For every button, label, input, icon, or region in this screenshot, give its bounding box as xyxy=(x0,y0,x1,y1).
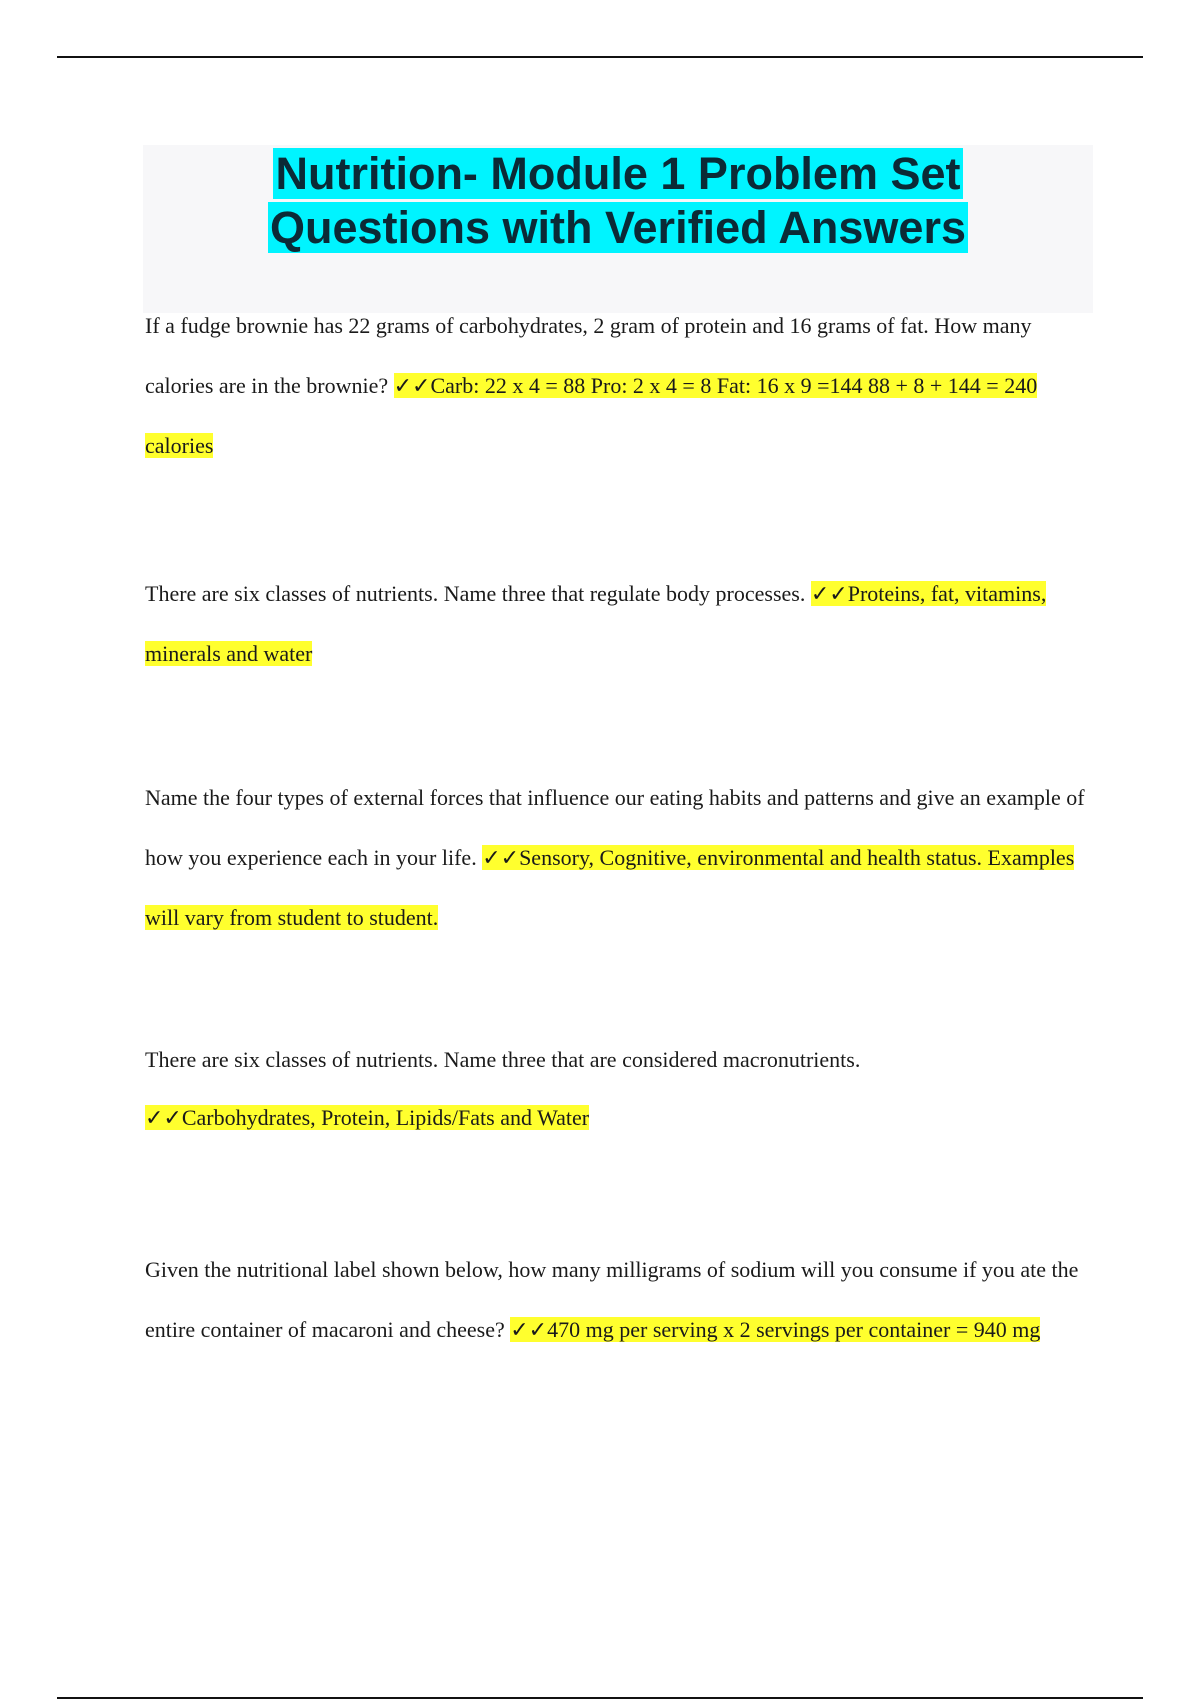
qa-item-5 xyxy=(145,1240,1085,1360)
answer-text: ✓✓Carbohydrates, Protein, Lipids/Fats and Water xyxy=(145,1105,590,1130)
question-text: There are six classes of nutrients. Name three that are considered macronutrients. xyxy=(145,1047,861,1072)
qa-item-4 xyxy=(145,1031,1085,1147)
question-text: There are six classes of nutrients. Name three that regulate body processes. xyxy=(145,581,811,606)
top-rule xyxy=(57,56,1143,58)
qa-item-2 xyxy=(145,564,1085,684)
document-title xyxy=(143,147,1093,255)
title-line-2: Questions with Verified Answers xyxy=(269,202,966,253)
qa-item-3 xyxy=(145,768,1085,948)
answer-text: ✓✓Proteins, fat, vitamins, minerals and water xyxy=(145,581,1047,666)
question-text: Given the nutritional label shown below, how many milligrams of sodium will you consume if you ate the entire container of macaroni and cheese? xyxy=(145,1257,1079,1342)
title-block xyxy=(143,145,1093,313)
answer-text: ✓✓470 mg per serving x 2 servings per container = 940 mg xyxy=(510,1317,1041,1342)
bottom-rule xyxy=(57,1697,1143,1699)
qa-item-1 xyxy=(145,296,1085,476)
question-text: Name the four types of external forces that influence our eating habits and patterns and give an example of how you experience each in your life. xyxy=(145,785,1085,870)
answer-text: ✓✓Sensory, Cognitive, environmental and health status. Examples will vary from student to student. xyxy=(145,845,1075,930)
answer-text: ✓✓Carb: 22 x 4 = 88 Pro: 2 x 4 = 8 Fat: 16 x 9 =144 88 + 8 + 144 = 240 calories xyxy=(145,373,1038,458)
title-line-1: Nutrition- Module 1 Problem Set xyxy=(275,148,961,199)
question-text: If a fudge brownie has 22 grams of carbohydrates, 2 gram of protein and 16 grams of fat. How many calories are in the brownie? xyxy=(145,313,1032,398)
